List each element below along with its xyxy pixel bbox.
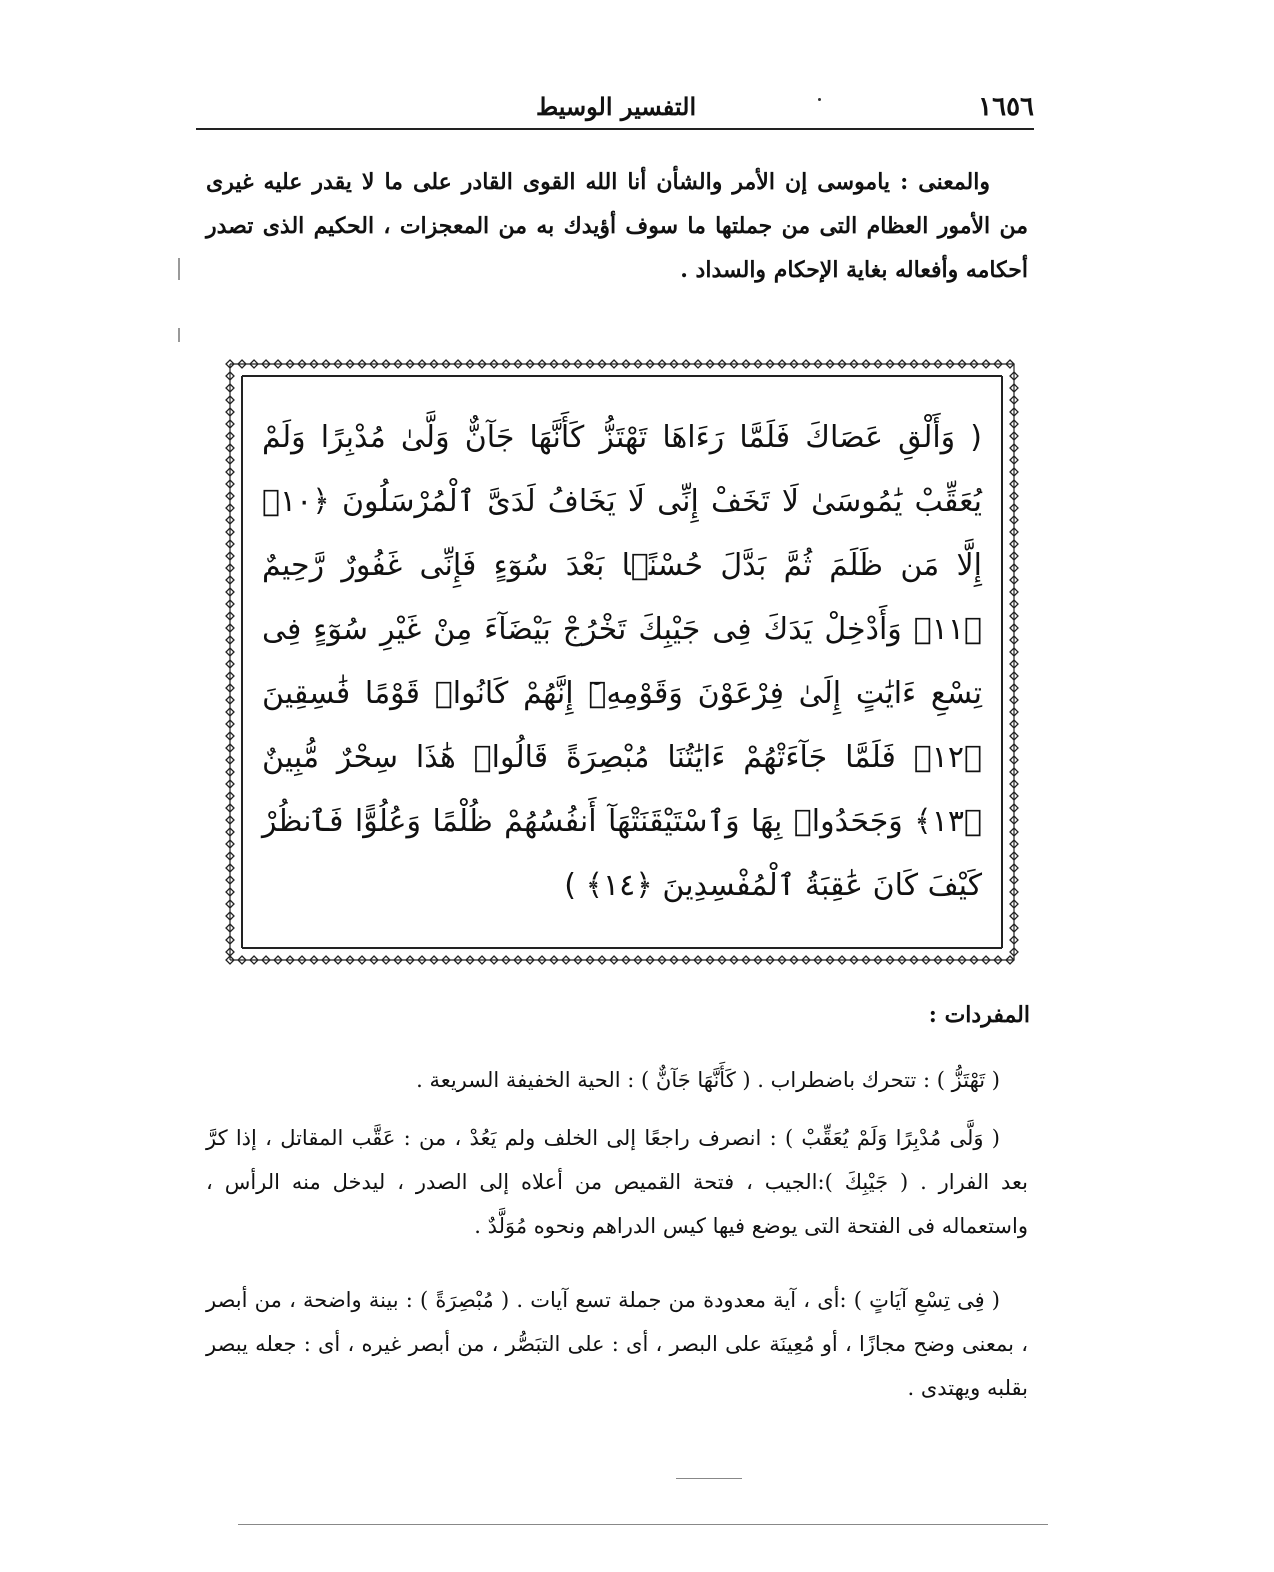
quran-verses: ( وَأَلْقِ عَصَاكَ فَلَمَّا رَءَاهَا تَهْتَزُّ كَأَنَّهَا جَآنٌّ وَلَّىٰ مُدْبِرًا وَلَمْ يُعَقِّبْ يَٰمُوسَىٰ لَا تَخَفْ إِنِّى لَا يَخَافُ لَدَىَّ ٱلْمُرْسَلُونَ ﴿١٠﴾ إِلَّا مَن ظَلَمَ ثُمَّ بَدَّلَ حُسْنًۢا بَعْدَ سُوٓءٍ فَإِنِّى غَفُورٌ رَّحِيمٌ ﴿١١﴾ وَأَدْخِلْ يَدَكَ فِى جَيْبِكَ تَخْرُجْ بَيْضَآءَ مِنْ غَيْرِ سُوٓءٍ فِى تِسْعِ ءَايَٰتٍ إِلَىٰ فِرْعَوْنَ وَقَوْمِهِۦٓ إِنَّهُمْ كَانُوا۟ قَوْمًا فَٰسِقِينَ ﴿١٢﴾ فَلَمَّا جَآءَتْهُمْ ءَايَٰتُنَا مُبْصِرَةً قَالُوا۟ هَٰذَا سِحْرٌ مُّبِينٌ ﴿١٣﴾ وَجَحَدُوا۟ بِهَا وَٱسْتَيْقَنَتْهَآ أَنفُسُهُمْ ظُلْمًا وَعُلُوًّا فَٱنظُرْ كَيْفَ كَانَ عَٰقِبَةُ ٱلْمُفْسِدِينَ ﴿١٤﴾ )	[262, 420, 982, 903]
page-header	[196, 88, 1034, 128]
margin-mark	[178, 328, 180, 342]
footer-rule	[238, 1524, 1048, 1525]
intro-paragraph: والمعنى : ياموسى إن الأمر والشأن أنا الله القوى القادر على ما لا يقدر عليه غيرى من الأمور العظام التى من جملتها ما سوف أؤيدك به من المعجزات ، الحكيم الذى تصدر أحكامه وأفعاله بغاية الإحكام والسداد .	[206, 169, 1028, 283]
margin-mark	[178, 258, 180, 280]
stray-mark	[818, 98, 821, 101]
vocabulary-paragraph: ( وَلَّى مُدْبِرًا وَلَمْ يُعَقِّبْ ) : انصرف راجعًا إلى الخلف ولم يَعُدْ ، من : عَقَّب المقاتل ، إذا كرَّ بعد الفرار . ( جَيْبِكَ ):الجيب ، فتحة القميص من أعلاه إلى الصدر ، ليدخل منه الرأس ، واستعماله فى الفتحة التى يوضع فيها كيس الدراهم ونحوه مُوَلَّدٌ .	[206, 1126, 1028, 1238]
footer-mark	[676, 1478, 742, 1479]
vocabulary-heading: المفردات :	[928, 1002, 1030, 1028]
header-divider	[196, 128, 1034, 130]
vocabulary-paragraph: ( تَهْتَزُّ ) : تتحرك باضطراب . ( كَأَنَّهَا جَآنٌّ ) : الحية الخفيفة السريعة .	[416, 1068, 1000, 1092]
vocabulary-paragraph: ( فِى تِسْعِ آيَاتٍ ) :أى ، آية معدودة من جملة تسع آيات . ( مُبْصِرَةً ) : بينة واضحة ، من أبصر ، بمعنى وضح مجازًا ، أو مُعِينَة على البصر ، أى : على التبَصُّر ، من أبصر غيره ، أى : جعله يبصر بقلبه ويهتدى .	[206, 1288, 1028, 1400]
page-number: ١٦٥٦	[978, 92, 1034, 122]
running-title: التفسير الوسيط	[536, 92, 697, 121]
quran-frame	[222, 356, 1022, 968]
